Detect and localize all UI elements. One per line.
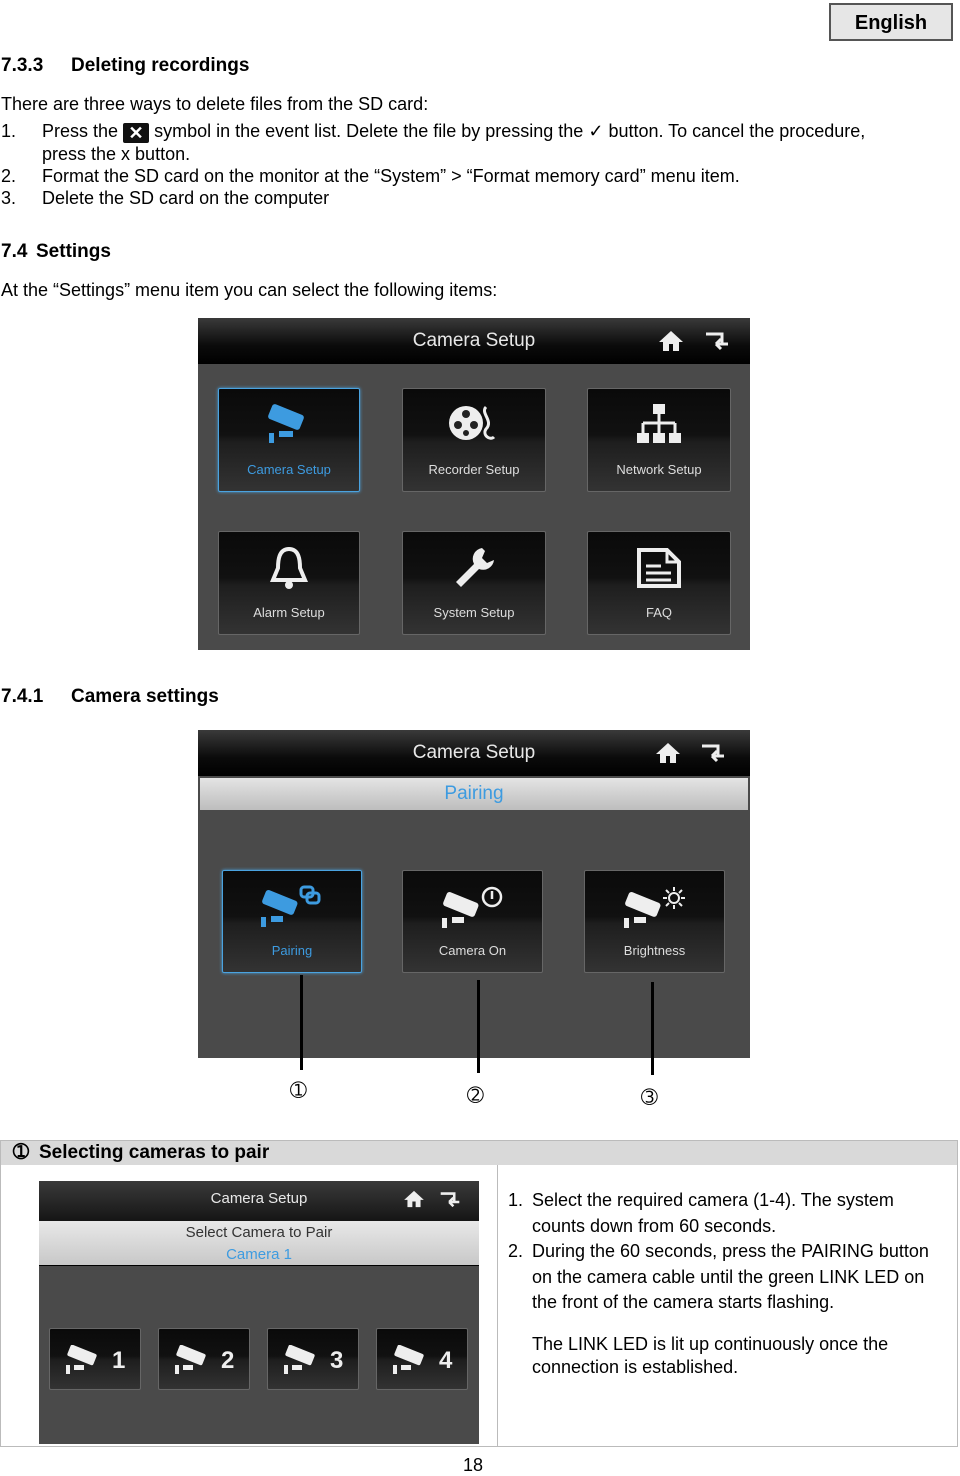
step-number: 2.: [508, 1241, 524, 1261]
tile-network-setup[interactable]: [587, 388, 731, 492]
camera-number: 2: [221, 1347, 235, 1374]
callout-3: ➂: [641, 1087, 658, 1109]
camera-icon: [173, 1345, 213, 1375]
callout-line-2: [477, 980, 480, 1073]
list-item-1-post: button. To cancel the procedure,: [608, 121, 866, 141]
section-number-741: 7.4.1: [1, 686, 44, 707]
bell-icon: [269, 546, 309, 590]
list-item-2-number: 2.: [1, 166, 17, 186]
settings-title-bar: [198, 318, 750, 364]
tile-label: Pairing: [271, 943, 313, 958]
tile-system-setup[interactable]: [402, 531, 546, 635]
section-title-733: Deleting recordings: [71, 55, 250, 76]
camera-number: 4: [439, 1347, 453, 1374]
camera-button-2[interactable]: [158, 1328, 250, 1390]
back-icon[interactable]: [439, 1191, 461, 1208]
camera-icon: [391, 1345, 431, 1375]
pairing-steps: [508, 1188, 948, 1379]
camera-power-icon: [438, 885, 508, 929]
callout-line-1: [300, 975, 303, 1070]
camera-icon: [282, 1345, 322, 1375]
tile-label: Brightness: [623, 943, 686, 958]
tile-recorder-setup[interactable]: [402, 388, 546, 492]
step-number: 1.: [508, 1190, 524, 1210]
tile-label: FAQ: [645, 605, 672, 620]
page-number: 18: [463, 1455, 484, 1475]
camera-subtitle-bar: [200, 778, 748, 810]
callout-line-3: [651, 982, 654, 1075]
camera-settings-screen: [198, 730, 750, 1058]
tile-label: Recorder Setup: [428, 462, 520, 477]
film-reel-icon: [446, 403, 502, 445]
tile-alarm-setup[interactable]: [218, 531, 360, 635]
camera-screen-title: Camera Setup: [412, 742, 536, 763]
section-number-733: 7.3.3: [1, 55, 44, 76]
camera-button-4[interactable]: [376, 1328, 468, 1390]
tile-label: Camera On: [438, 943, 507, 958]
pair-info-panel: [39, 1221, 479, 1265]
tile-pairing[interactable]: [222, 870, 362, 973]
step-text: Select the required camera (1-4). The system counts down from 60 seconds.: [532, 1190, 894, 1236]
camera-pairing-icon: [257, 885, 327, 929]
tile-camera-on[interactable]: [402, 870, 543, 973]
camera-icon: [263, 403, 315, 445]
language-tab: English: [829, 3, 953, 41]
camera-subtitle: Pairing: [444, 783, 504, 804]
camera-button-1[interactable]: [49, 1328, 141, 1390]
camera-number: 1: [112, 1347, 126, 1374]
document-icon: [635, 546, 683, 590]
pair-screen-title: Camera Setup: [210, 1190, 308, 1207]
pair-instruction: Select Camera to Pair: [185, 1224, 333, 1241]
wrench-icon: [452, 546, 496, 590]
camera-number: 3: [330, 1347, 344, 1374]
step-text: During the 60 seconds, press the PAIRING button on the camera cable until the green LINK LED on the front of the camera starts flashing.: [532, 1241, 929, 1312]
list-item-3-number: 3.: [1, 188, 17, 208]
pairing-note: The LINK LED is lit up continuously once the connection is established.: [532, 1333, 889, 1377]
checkmark-icon: ✓: [588, 121, 604, 141]
pairing-step-1: [508, 1188, 948, 1239]
list-item-1: [42, 120, 865, 143]
tile-brightness[interactable]: [584, 870, 725, 973]
pairing-divider: [497, 1165, 498, 1446]
section-title-741: Camera settings: [71, 686, 219, 707]
pair-selected-camera: Camera 1: [226, 1246, 292, 1263]
delete-x-icon: ✕: [123, 123, 149, 143]
pair-camera-screen: [39, 1181, 479, 1444]
tile-faq[interactable]: [587, 531, 731, 635]
back-icon[interactable]: [700, 743, 726, 763]
home-icon[interactable]: [403, 1190, 425, 1208]
home-icon[interactable]: [658, 330, 684, 352]
settings-title: Camera Setup: [412, 330, 536, 351]
pairing-step-2: [508, 1239, 948, 1316]
tile-label: System Setup: [433, 605, 515, 620]
back-icon[interactable]: [704, 331, 730, 351]
callout-1: ➀: [290, 1080, 307, 1102]
camera-icon: [64, 1345, 104, 1375]
list-item-1-line2: press the x button.: [42, 144, 191, 164]
section-title-74: Settings: [36, 241, 111, 262]
settings-screen: [198, 318, 750, 650]
list-item-1-pre: Press the: [42, 121, 119, 141]
tile-label: Alarm Setup: [253, 605, 325, 620]
tile-camera-setup[interactable]: [218, 388, 360, 492]
tile-label: Network Setup: [616, 462, 702, 477]
tile-label: Camera Setup: [247, 462, 331, 477]
section-number-74: 7.4: [1, 241, 28, 262]
settings-intro: At the “Settings” menu item you can select the following items:: [1, 280, 498, 300]
list-item-3: Delete the SD card on the computer: [42, 188, 330, 208]
list-item-1-number: 1.: [1, 121, 17, 141]
pair-title-bar: [39, 1181, 479, 1266]
list-item-2: Format the SD card on the monitor at the “System” > “Format memory card” menu item.: [42, 166, 740, 186]
pairing-header: [1, 1141, 957, 1165]
home-icon[interactable]: [655, 742, 681, 764]
list-item-1-mid: symbol in the event list. Delete the file by pressing the: [154, 121, 584, 141]
delete-intro: There are three ways to delete files from the SD card:: [1, 94, 429, 114]
camera-title-bar: [198, 730, 750, 776]
camera-button-3[interactable]: [267, 1328, 359, 1390]
network-icon: [634, 403, 684, 447]
pairing-marker: ➀: [13, 1142, 29, 1163]
callout-2: ➁: [467, 1085, 484, 1107]
camera-brightness-icon: [620, 885, 690, 929]
pairing-title: Selecting cameras to pair: [39, 1142, 270, 1163]
